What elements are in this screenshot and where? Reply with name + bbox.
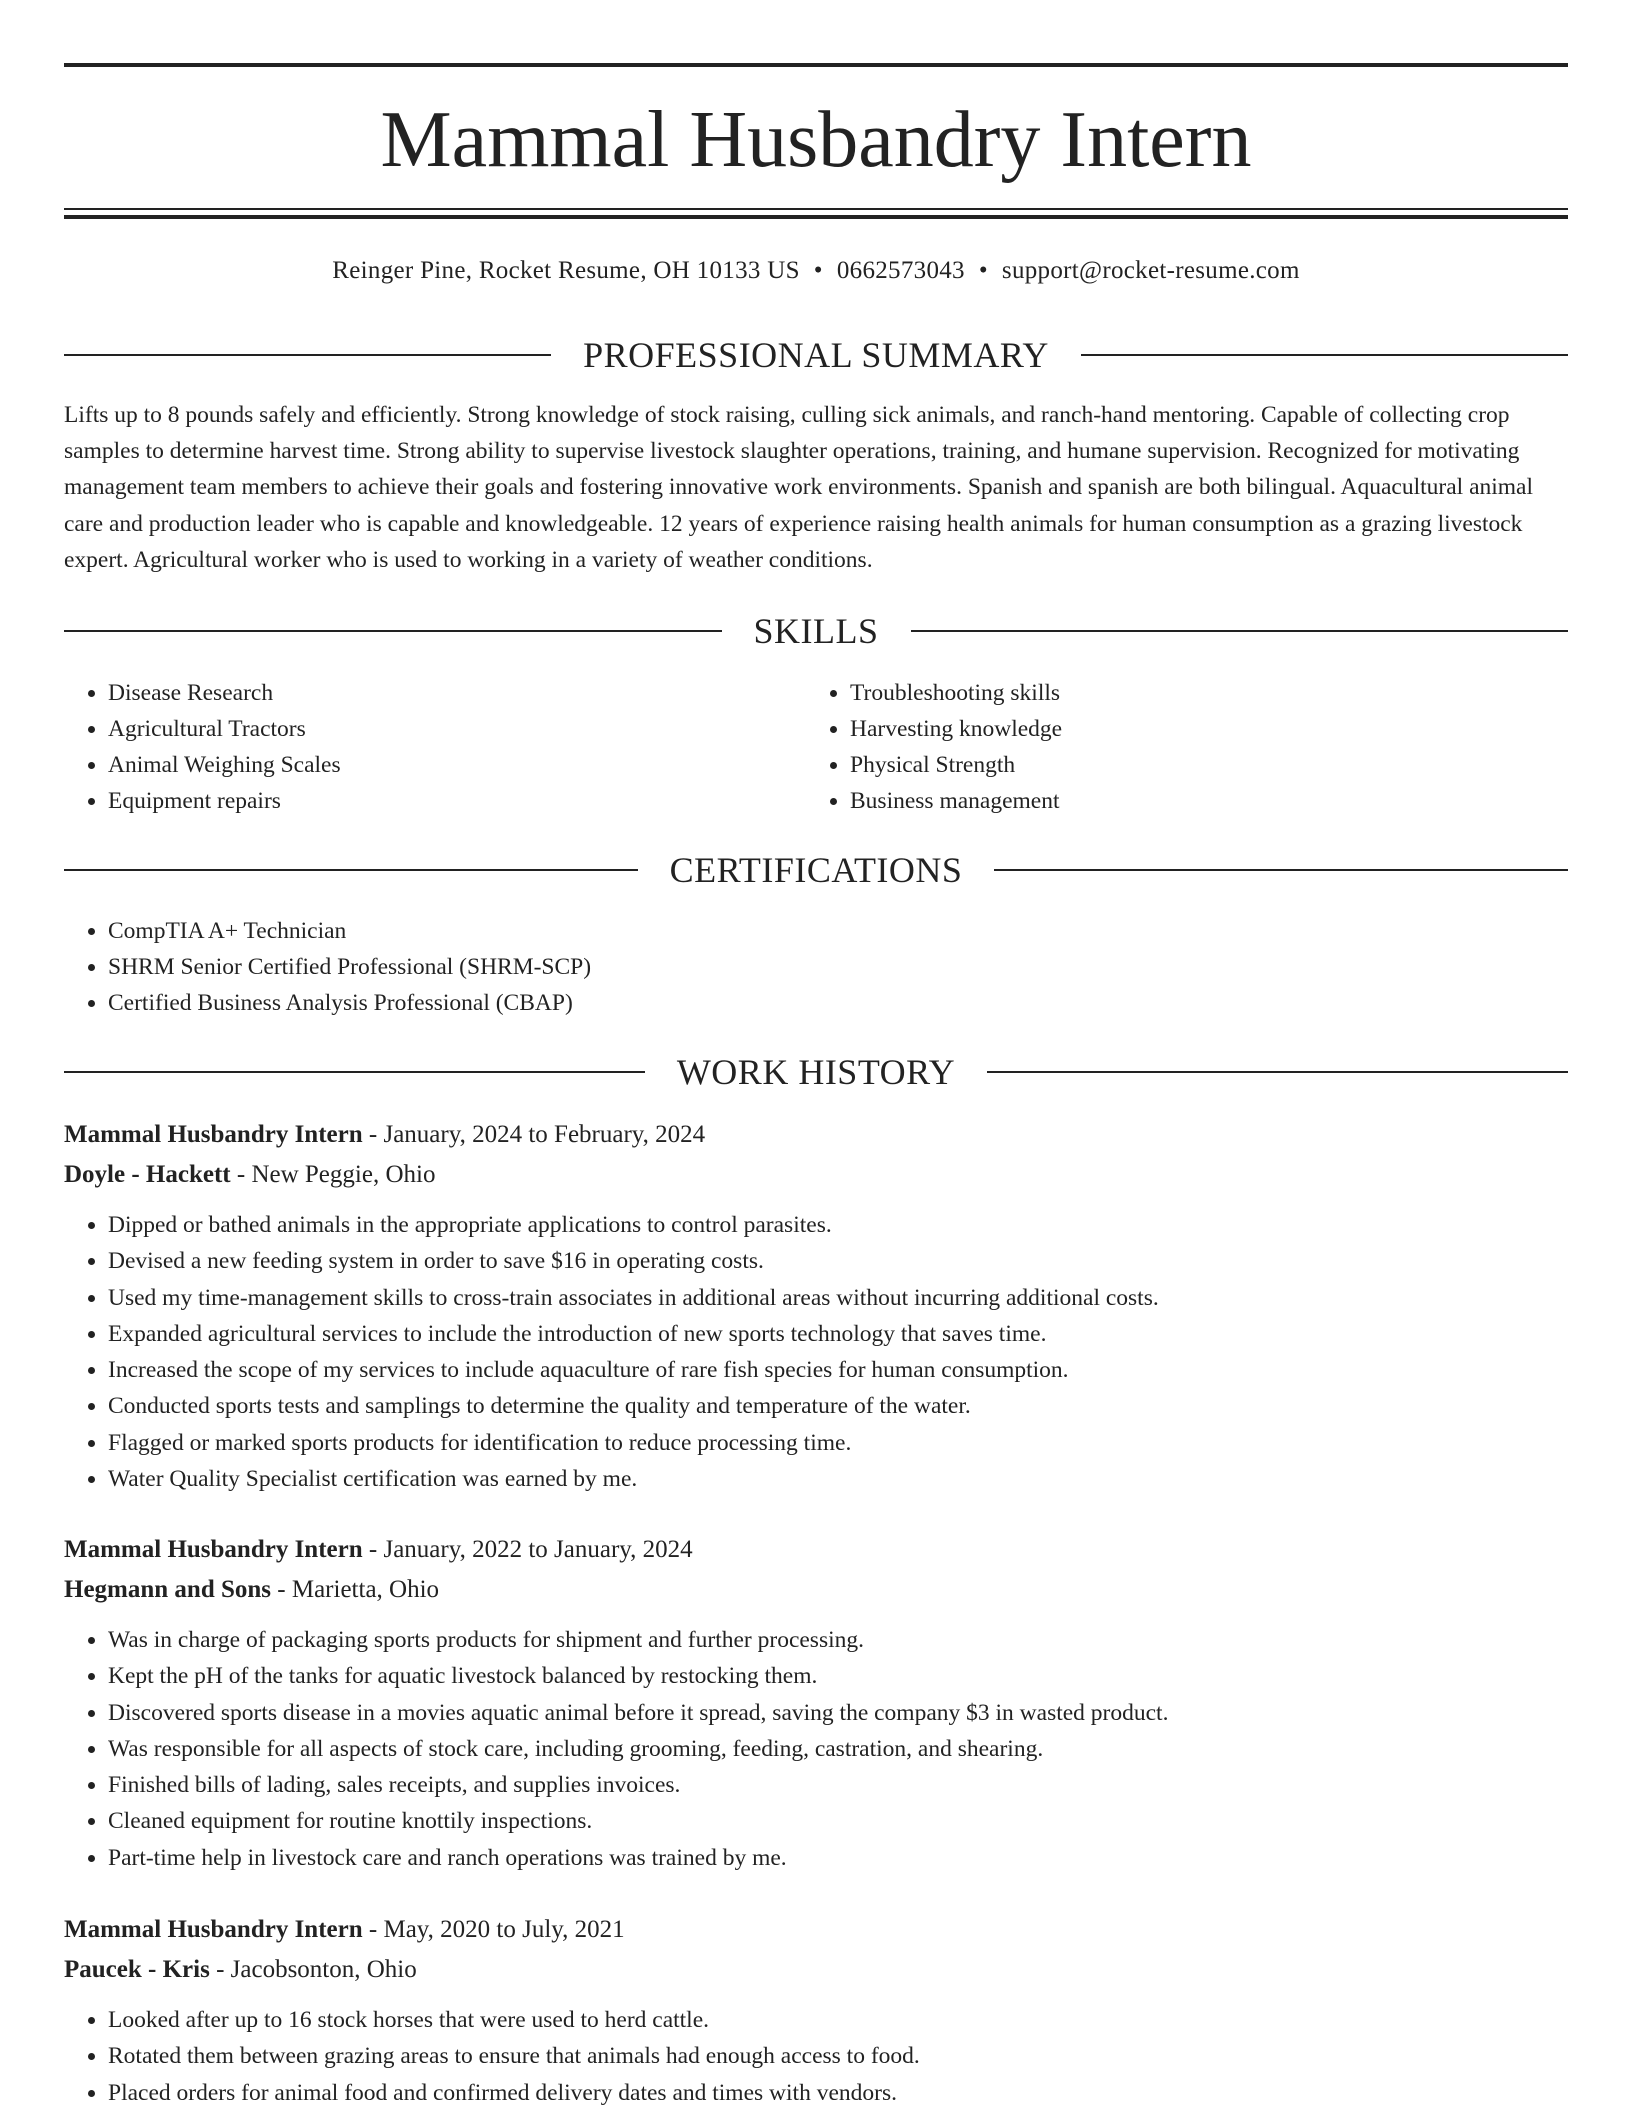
- skill-item: • Physical Strength: [850, 747, 1506, 783]
- contact-phone: 0662573043: [836, 257, 965, 284]
- section-title: PROFESSIONAL SUMMARY: [583, 335, 1049, 375]
- job-duties-list: [64, 1207, 1568, 1497]
- job-duty: • Expanded agricultural services to include the introduction of new sports technology that saves time.: [108, 1316, 1568, 1352]
- heading-rule: [64, 354, 551, 356]
- header-top-rule: [64, 63, 1568, 67]
- job-duty: • Looked after up to 16 stock horses that were used to herd cattle.: [108, 2002, 1568, 2038]
- job-duty: • Was in charge of packaging sports products for shipment and further processing.: [108, 1622, 1568, 1658]
- summary-text: Lifts up to 8 pounds safely and efficiently. Strong knowledge of stock raising, culling sick animals, and ranch-hand mentoring. Capable of collecting crop samples to determine harvest time. Strong ability to supervise livestock slaughter operations, training, and humane supervision. Recognized for motivating management team members to achieve their goals and fostering innovative work environments. Spanish and spanish are both bilingual. Aquacultural animal care and production leader who is capable and knowledgeable. 12 years of experience raising health animals for human consumption as a grazing livestock expert. Agricultural worker who is used to working in a variety of weather conditions.: [64, 402, 1534, 573]
- skill-item: • Disease Research: [108, 675, 764, 711]
- job-company-line: Paucek - Kris - Jacobsonton, Ohio: [64, 1956, 417, 1983]
- job-entry: [64, 1115, 1568, 1497]
- candidate-name: Mammal Husbandry Intern: [380, 96, 1252, 184]
- job-role: Mammal Husbandry Intern: [64, 1121, 363, 1148]
- job-duty: • Devised a new feeding system in order to save $16 in operating costs.: [108, 1243, 1568, 1279]
- contact-line: [64, 252, 1568, 290]
- certification-item: • SHRM Senior Certified Professional (SHRM-SCP): [108, 949, 1264, 985]
- job-duty: • Dipped or bathed animals in the appropriate applications to control parasites.: [108, 1207, 1568, 1243]
- skills-list: [806, 675, 1506, 819]
- section-heading-skills: [64, 609, 1568, 653]
- certification-item: • CompTIA A+ Technician: [108, 913, 1264, 949]
- section-title: WORK HISTORY: [676, 1052, 956, 1092]
- skill-item: • Agricultural Tractors: [108, 711, 764, 747]
- job-entry: [64, 1910, 1568, 2111]
- skill-item: • Troubleshooting skills: [850, 675, 1506, 711]
- job-title-line: Mammal Husbandry Intern - January, 2024 to February, 2024: [64, 1121, 706, 1148]
- section-title: SKILLS: [753, 611, 879, 651]
- job-company: Doyle - Hackett: [64, 1161, 231, 1188]
- skills-list: [64, 675, 764, 819]
- certification-item: • Certified Business Analysis Professional (CBAP): [108, 985, 1264, 1021]
- certifications-list: [64, 913, 1264, 1021]
- job-title-line: Mammal Husbandry Intern - May, 2020 to July, 2021: [64, 1916, 625, 1943]
- section-heading-summary: [64, 333, 1568, 377]
- job-company-line: Hegmann and Sons - Marietta, Ohio: [64, 1576, 440, 1603]
- skill-item: • Business management: [850, 783, 1506, 819]
- job-duty: • Rotated them between grazing areas to ensure that animals had enough access to food.: [108, 2038, 1568, 2074]
- heading-rule: [994, 869, 1568, 871]
- heading-rule: [64, 869, 638, 871]
- contact-address: Reinger Pine, Rocket Resume, OH 10133 US: [332, 257, 800, 284]
- skills-column-right: [806, 675, 1506, 819]
- contact-email: support@rocket-resume.com: [1001, 257, 1300, 284]
- job-company-line: Doyle - Hackett - New Peggie, Ohio: [64, 1161, 436, 1188]
- job-company: Paucek - Kris: [64, 1956, 210, 1983]
- job-entry: [64, 1530, 1568, 1876]
- job-location: Marietta, Ohio: [291, 1576, 440, 1603]
- job-duties-list: [64, 1622, 1568, 1876]
- job-role: Mammal Husbandry Intern: [64, 1916, 363, 1943]
- skill-item: • Harvesting knowledge: [850, 711, 1506, 747]
- skill-item: • Equipment repairs: [108, 783, 764, 819]
- skill-item: • Animal Weighing Scales: [108, 747, 764, 783]
- job-duty: • Cleaned equipment for routine knottily inspections.: [108, 1803, 1568, 1839]
- job-duty: • Increased the scope of my services to include aquaculture of rare fish species for human consumption.: [108, 1352, 1568, 1388]
- job-duty: • Used my time-management skills to cross-train associates in additional areas without incurring additional costs.: [108, 1280, 1568, 1316]
- contact-separator: •: [813, 257, 823, 284]
- heading-rule: [64, 630, 722, 632]
- contact-separator: •: [978, 257, 988, 284]
- job-duty: • Discovered sports disease in a movies aquatic animal before it spread, saving the company $3 in wasted product.: [108, 1695, 1568, 1731]
- job-role: Mammal Husbandry Intern: [64, 1536, 363, 1563]
- job-location: Jacobsonton, Ohio: [230, 1956, 417, 1983]
- job-duties-list: [64, 2002, 1568, 2111]
- job-dates: January, 2022 to January, 2024: [383, 1536, 693, 1563]
- heading-rule: [64, 1071, 645, 1073]
- header-divider-lower: [64, 215, 1568, 219]
- job-dates: May, 2020 to July, 2021: [383, 1916, 625, 1943]
- job-duty: • Finished bills of lading, sales receipts, and supplies invoices.: [108, 1767, 1568, 1803]
- heading-rule: [1081, 354, 1568, 356]
- section-heading-certifications: [64, 848, 1568, 892]
- job-company: Hegmann and Sons: [64, 1576, 272, 1603]
- job-duty: • Conducted sports tests and samplings to determine the quality and temperature of the water.: [108, 1388, 1568, 1424]
- job-duty: • Water Quality Specialist certification was earned by me.: [108, 1461, 1568, 1497]
- job-duty: • Flagged or marked sports products for identification to reduce processing time.: [108, 1425, 1568, 1461]
- job-duty: • Was responsible for all aspects of stock care, including grooming, feeding, castration, and shearing.: [108, 1731, 1568, 1767]
- job-title-line: Mammal Husbandry Intern - January, 2022 to January, 2024: [64, 1536, 693, 1563]
- heading-rule: [911, 630, 1569, 632]
- job-duty: • Kept the pH of the tanks for aquatic livestock balanced by restocking them.: [108, 1658, 1568, 1694]
- heading-rule: [987, 1071, 1568, 1073]
- section-title: CERTIFICATIONS: [669, 850, 963, 890]
- certifications-block: [64, 913, 1264, 1021]
- skills-column-left: [64, 675, 764, 819]
- job-dates: January, 2024 to February, 2024: [383, 1121, 706, 1148]
- header-divider-upper: [64, 208, 1568, 210]
- job-location: New Peggie, Ohio: [251, 1161, 436, 1188]
- job-duty: • Part-time help in livestock care and ranch operations was trained by me.: [108, 1840, 1568, 1876]
- section-heading-work-history: [64, 1050, 1568, 1094]
- job-duty: • Placed orders for animal food and confirmed delivery dates and times with vendors.: [108, 2075, 1568, 2111]
